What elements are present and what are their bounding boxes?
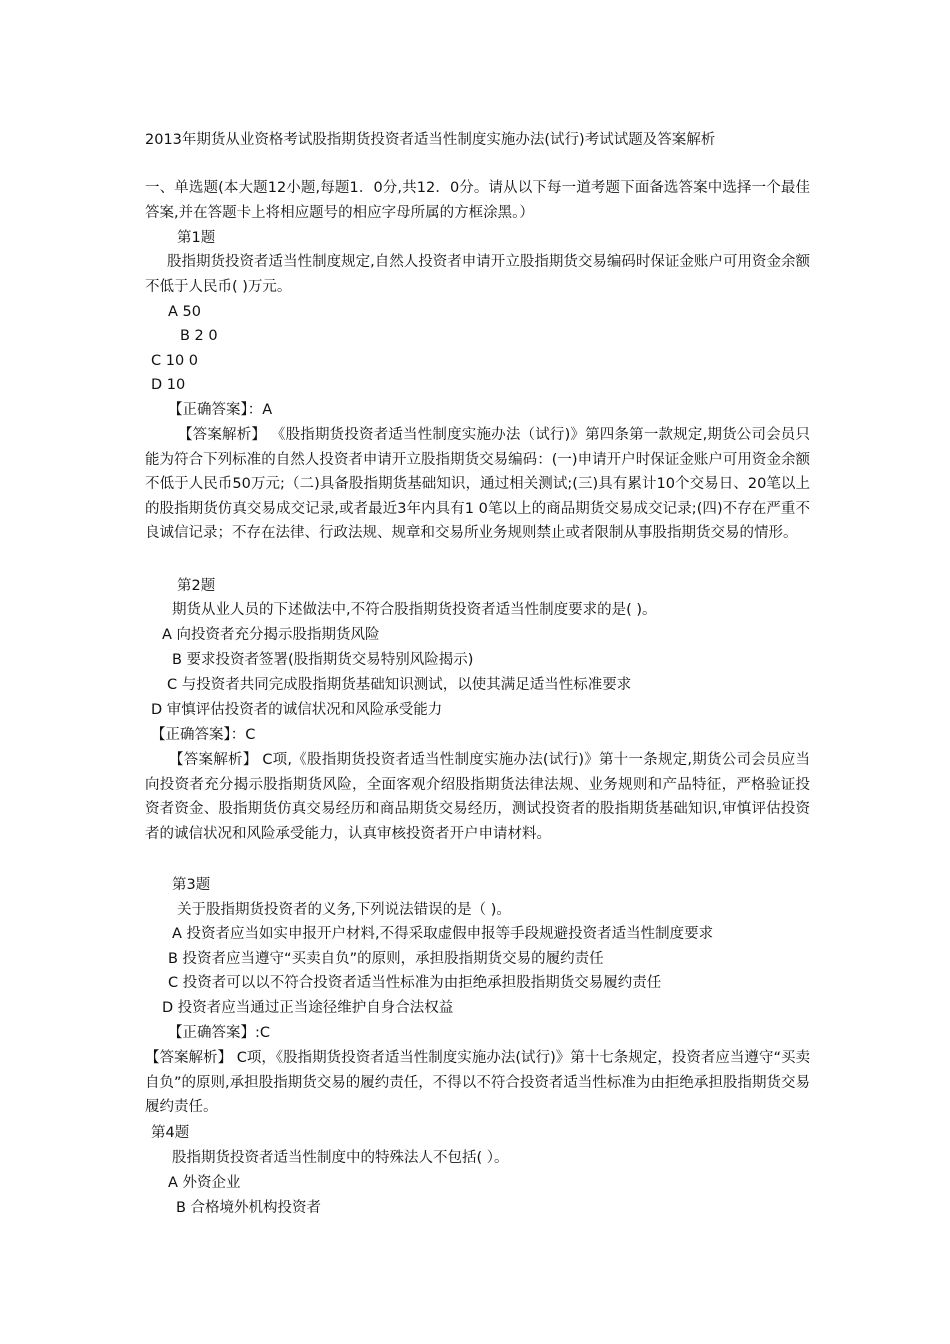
answer-analysis: 【答案解析】 C项，《股指期货投资者适当性制度实施办法(试行)》第十七条规定，投资者应当遵守“买卖自负”的原则,承担股指期货交易的履约责任，不得以不符合投资者适当性标准为由拒绝承担股指期货交易履约责任。	[145, 1050, 810, 1115]
question-stem: 股指期货投资者适当性制度规定,自然人投资者申请开立股指期货交易编码时保证金账户可用资金余额不低于人民币( )万元。	[145, 254, 810, 295]
option-a: A 投资者应当如实申报开户材料,不得采取虚假申报等手段规避投资者适当性制度要求	[172, 926, 714, 942]
option-a: A 外资企业	[168, 1175, 241, 1191]
option-d: D 审慎评估投资者的诚信状况和风险承受能力	[151, 702, 443, 718]
option-b: B 投资者应当遵守“买卖自负”的原则，承担股指期货交易的履约责任	[168, 951, 604, 967]
correct-answer: 【正确答案】:C	[168, 1025, 271, 1041]
document-title: 2013年期货从业资格考试股指期货投资者适当性制度实施办法(试行)考试试题及答案解析	[145, 132, 716, 148]
question-number: 第3题	[172, 877, 211, 893]
option-d: D 投资者应当通过正当途径维护自身合法权益	[162, 1000, 454, 1016]
section-intro: 一、单选题(本大题12小题,每题1．0分,共12．0分。请从以下每一道考题下面备选答案中选择一个最佳答案,并在答题卡上将相应题号的相应字母所属的方框涂黑。）	[145, 180, 810, 221]
option-a: A 50	[168, 304, 201, 320]
correct-answer: 【正确答案】：C	[151, 727, 256, 743]
question-number: 第4题	[151, 1125, 190, 1141]
option-a: A 向投资者充分揭示股指期货风险	[162, 627, 380, 643]
question-stem: 期货从业人员的下述做法中,不符合股指期货投资者适当性制度要求的是( )。	[172, 602, 657, 618]
question-stem: 关于股指期货投资者的义务,下列说法错误的是（ )。	[177, 902, 511, 918]
option-b: B 要求投资者签署(股指期货交易特别风险揭示)	[172, 652, 474, 668]
question-stem: 股指期货投资者适当性制度中的特殊法人不包括( ）。	[172, 1150, 509, 1166]
option-b: B 合格境外机构投资者	[176, 1200, 322, 1216]
option-c: C 与投资者共同完成股指期货基础知识测试，以使其满足适当性标准要求	[167, 677, 632, 693]
question-number: 第2题	[177, 578, 216, 594]
answer-analysis: 【答案解析】 《股指期货投资者适当性制度实施办法（试行)》第四条第一款规定,期货公司会员只能为符合下列标准的自然人投资者申请开立股指期货交易编码：(一)申请开户时保证金账户可用资金余额不低于人民币50万元;（二)具备股指期货基础知识，通过相关测试;(三)具有累计10个交易日、20笔以上的股指期货仿真交易成交记录,或者最近3年内具有1 0笔以上的商品期货交易成交记录;(四)不存在严重不良诚信记录；不存在法律、行政法规、规章和交易所业务规则禁止或者限制从事股指期货交易的情形。	[145, 427, 810, 541]
option-b: B 2 0	[180, 328, 218, 344]
correct-answer: 【正确答案】：A	[168, 402, 273, 418]
question-number: 第1题	[177, 230, 216, 246]
answer-analysis: 【答案解析】 C项,《股指期货投资者适当性制度实施办法(试行)》第十一条规定,期货公司会员应当向投资者充分揭示股指期货风险，全面客观介绍股指期货法律法规、业务规则和产品特征，严格验证投资者资金、股指期货仿真交易经历和商品期货交易经历，测试投资者的股指期货基础知识,审慎评估投资者的诚信状况和风险承受能力，认真审核投资者开户申请材料。	[145, 752, 810, 842]
option-c: C 10 0	[151, 353, 199, 369]
option-c: C 投资者可以以不符合投资者适当性标准为由拒绝承担股指期货交易履约责任	[168, 975, 662, 991]
option-d: D 10	[151, 377, 186, 393]
